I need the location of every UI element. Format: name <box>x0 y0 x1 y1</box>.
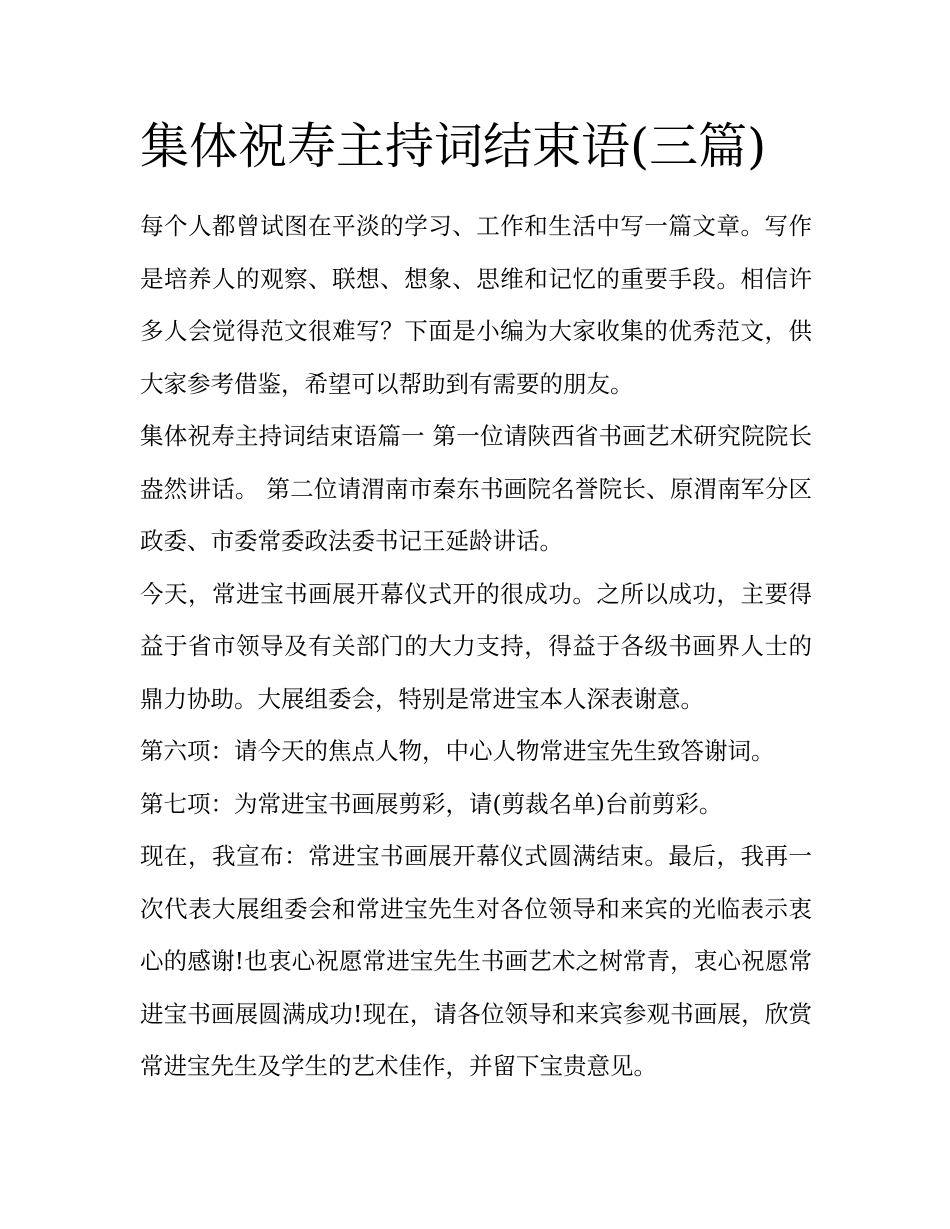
paragraph-intro: 每个人都曾试图在平淡的学习、工作和生活中写一篇文章。写作是培养人的观察、联想、想象、思维和记忆的重要手段。相信许多人会觉得范文很难写？下面是小编为大家收集的优秀范文，供大家参考借鉴，希望可以帮助到有需要的朋友。 <box>140 212 812 398</box>
paragraph-thanks: 今天，常进宝书画展开幕仪式开的很成功。之所以成功，主要得益于省市领导及有关部门的大力支持，得益于各级书画界人士的鼎力协助。大展组委会，特别是常进宝本人深表谢意。 <box>140 579 812 713</box>
paragraph-closing: 现在，我宣布：常进宝书画展开幕仪式圆满结束。最后，我再一次代表大展组委会和常进宝先生对各位领导和来宾的光临表示衷心的感谢!也衷心祝愿常进宝先生书画艺术之树常青，衷心祝愿常进宝书画展圆满成功!现在，请各位领导和来宾参观书画展，欣赏常进宝先生及学生的艺术佳作，并留下宝贵意见。 <box>140 842 812 1080</box>
document-title: 集体祝寿主持词结束语(三篇) <box>140 118 767 175</box>
document-body <box>140 112 812 1093</box>
paragraph-speakers: 集体祝寿主持词结束语篇一 第一位请陕西省书画艺术研究院院长盎然讲话。 第二位请渭南市秦东书画院名誉院长、原渭南军分区政委、市委常委政法委书记王延龄讲话。 <box>140 422 812 555</box>
paragraph-item-six: 第六项：请今天的焦点人物，中心人物常进宝先生致答谢词。 <box>140 737 775 765</box>
paragraph-item-seven: 第七项：为常进宝书画展剪彩，请(剪裁名单)台前剪彩。 <box>140 789 723 818</box>
